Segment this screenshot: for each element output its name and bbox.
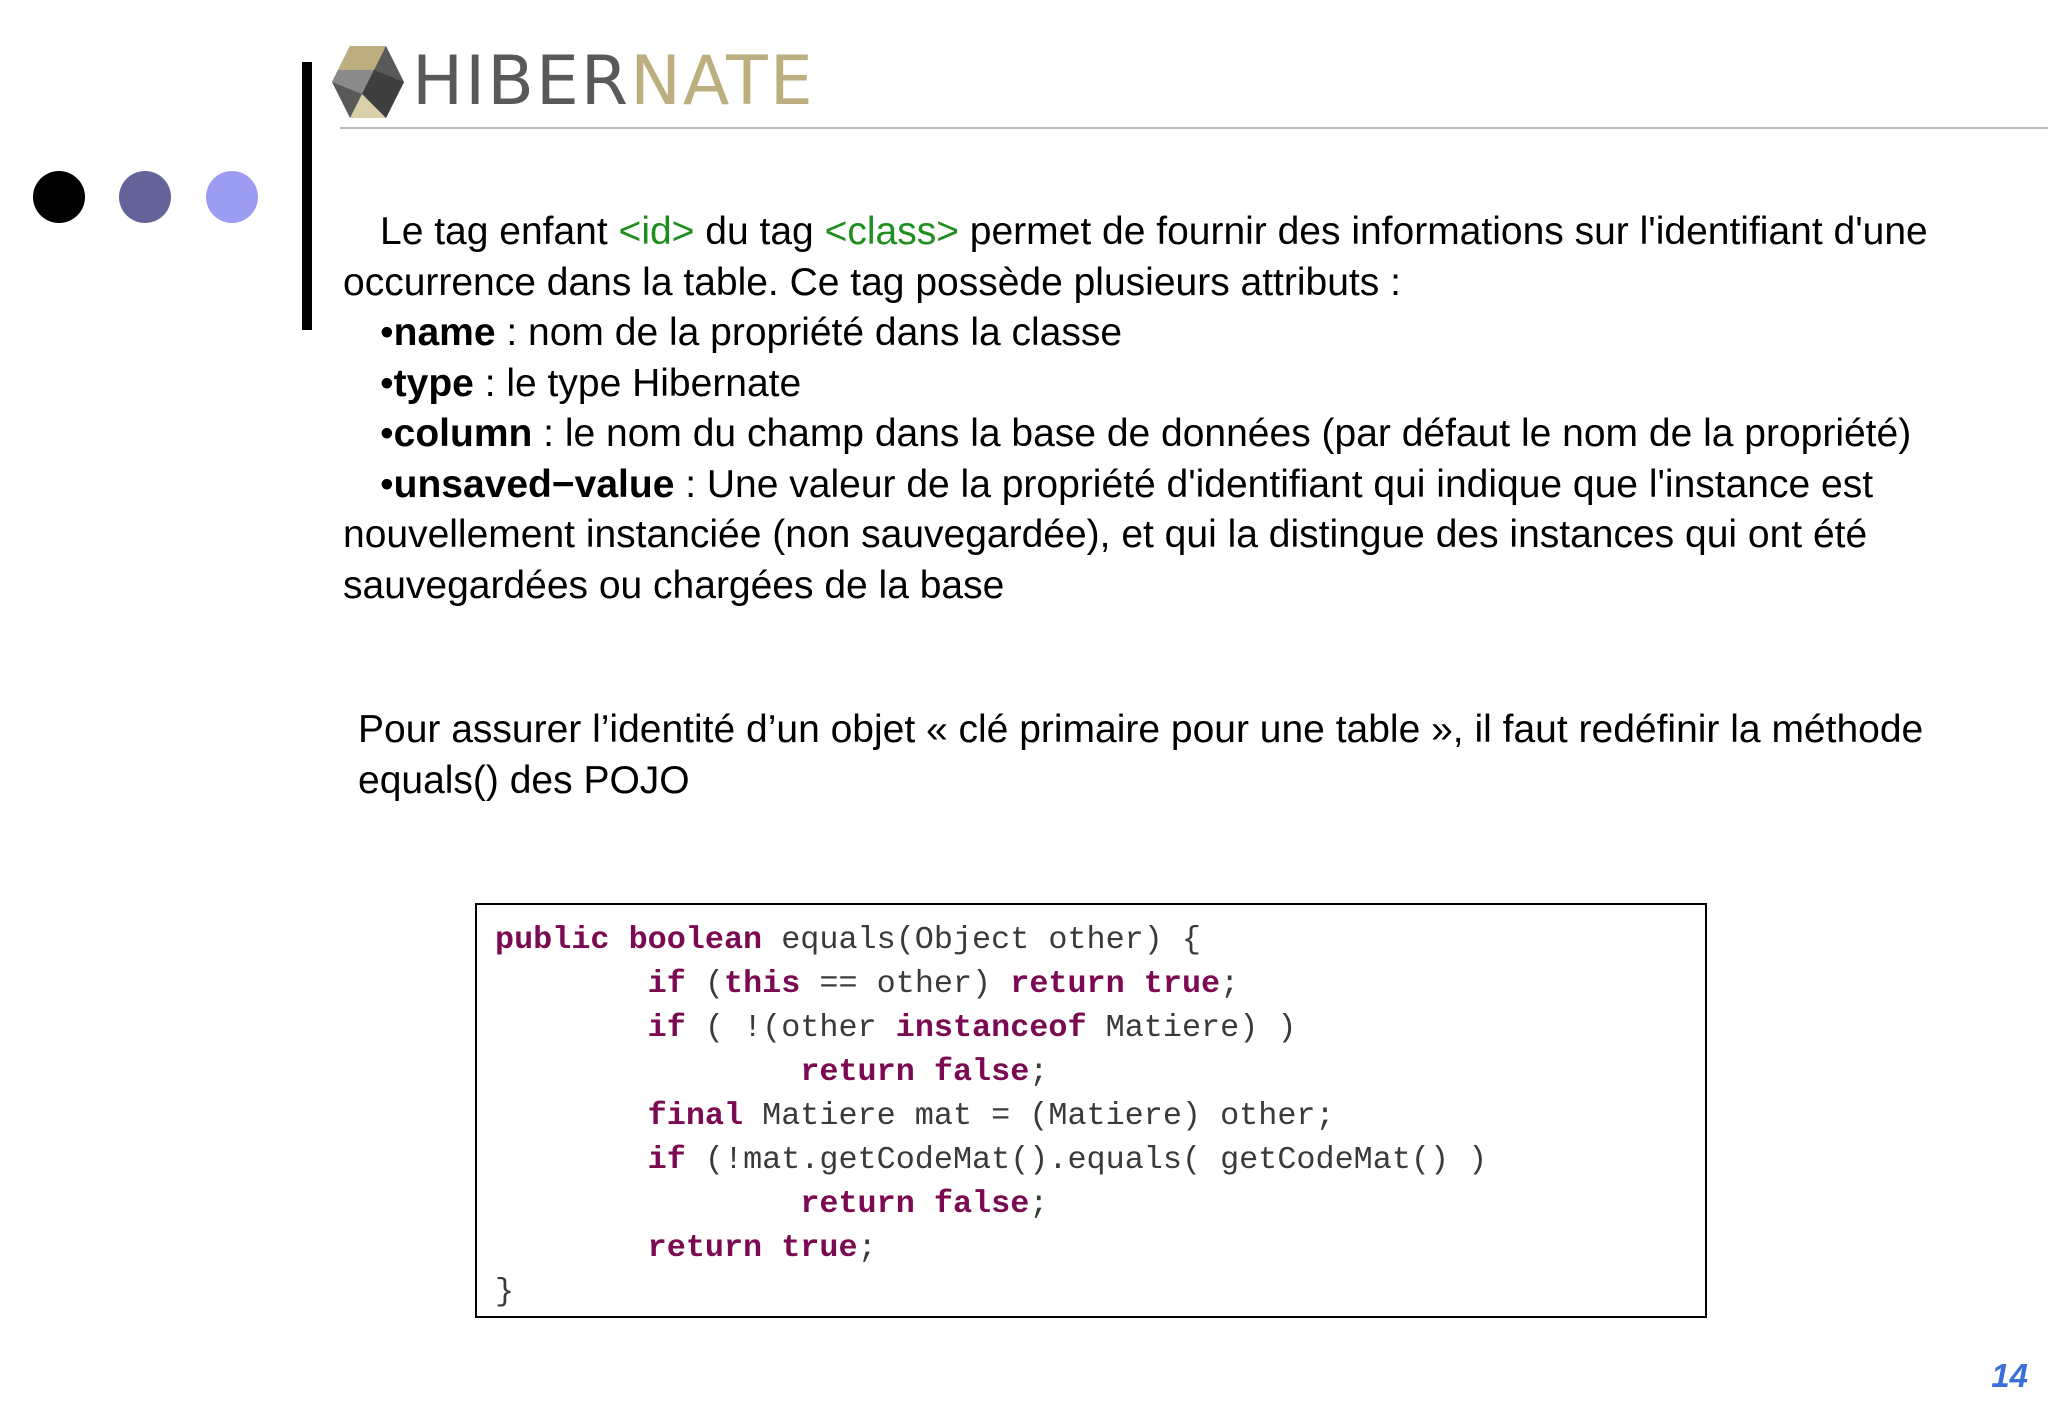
attribute-desc: : Une valeur de la propriété d'identifiant qui indique que l'instance est nouvellement instanciée (non sauvegardée), et qui la distingue des instances qui ont été sauvegardées ou chargées de la base <box>343 462 1874 607</box>
code-keyword: instanceof <box>895 1010 1087 1046</box>
header-rule <box>340 127 2048 129</box>
code-text: (!mat.getCodeMat().equals( getCodeMat() ) <box>685 1142 1488 1178</box>
hibernate-logo <box>330 34 815 130</box>
vertical-rule <box>302 62 312 330</box>
attribute-name: unsaved−value <box>393 462 675 506</box>
code-text: ( !(other <box>685 1010 896 1046</box>
code-keyword: if <box>647 1010 686 1046</box>
code-line <box>495 1270 1487 1314</box>
code-text: ( <box>685 966 724 1002</box>
code-keyword: return false <box>800 1054 1030 1090</box>
code-listing <box>495 918 1487 1314</box>
code-block <box>475 903 1707 1318</box>
pojo-paragraph: Pour assurer l’identité d’un objet « clé primaire pour une table », il faut redéfinir la méthode equals() des POJO <box>358 708 1924 802</box>
attribute-desc: : nom de la propriété dans la classe <box>495 311 1123 354</box>
code-text <box>495 1010 648 1046</box>
attribute-name: type <box>393 361 474 405</box>
code-text: equals(Object other) { <box>762 922 1202 958</box>
attribute-name: name <box>393 311 496 354</box>
code-line <box>495 1094 1487 1138</box>
logo-wordmark-nate: NATE <box>630 42 815 121</box>
code-text: == other) <box>800 966 1011 1002</box>
code-text: } <box>495 1274 515 1310</box>
code-text <box>495 1098 648 1134</box>
attribute-name: column <box>393 412 533 455</box>
logo-wordmark-hiber: HIBER <box>412 42 631 121</box>
attribute-item-name <box>343 308 2023 359</box>
code-line <box>495 1138 1487 1182</box>
logo-wordmark <box>412 42 815 121</box>
code-text: Matiere) ) <box>1086 1010 1297 1046</box>
hibernate-cube-logo-icon <box>330 42 406 122</box>
attribute-desc: : le nom du champ dans la base de données (par défaut le nom de la propriété) <box>532 412 1912 455</box>
code-keyword: this <box>724 966 801 1002</box>
attribute-item-column <box>343 409 2023 460</box>
code-keyword: return true <box>647 1230 858 1266</box>
code-line <box>495 962 1487 1006</box>
bullet-mark: • <box>380 462 394 506</box>
intro-text-2: du tag <box>694 210 825 253</box>
code-text <box>495 966 648 1002</box>
intro-paragraph <box>343 207 2023 308</box>
tag-id: <id> <box>618 210 695 253</box>
decor-dot-lavender <box>206 171 258 223</box>
decor-dot-black <box>33 171 85 223</box>
bullet-mark: • <box>380 311 394 354</box>
code-line <box>495 1050 1487 1094</box>
code-keyword: final <box>647 1098 744 1134</box>
attribute-item-unsaved-value <box>343 460 2023 612</box>
code-text: Matiere mat = (Matiere) other; <box>743 1098 1335 1134</box>
intro-text-3: permet de fournir des informations sur l'identifiant d'une occurrence dans la table. Ce tag possède plusieurs attributs : <box>343 210 1928 304</box>
decor-dot-slate <box>119 171 171 223</box>
code-keyword: return true <box>1010 966 1221 1002</box>
code-keyword: public boolean <box>495 922 763 958</box>
code-keyword: if <box>647 1142 686 1178</box>
slide-body <box>343 207 2023 611</box>
code-text: ; <box>1029 1186 1049 1222</box>
code-line <box>495 1226 1487 1270</box>
code-line <box>495 918 1487 962</box>
code-text <box>495 1230 648 1266</box>
code-text <box>495 1142 648 1178</box>
code-line <box>495 1182 1487 1226</box>
page-number: 14 <box>1991 1357 2028 1394</box>
attribute-item-type <box>343 359 2023 410</box>
code-keyword: return false <box>800 1186 1030 1222</box>
code-line <box>495 1006 1487 1050</box>
code-text: ; <box>1029 1054 1049 1090</box>
code-text <box>495 1054 800 1090</box>
code-text: ; <box>857 1230 877 1266</box>
intro-text-1: Le tag enfant <box>380 210 619 253</box>
code-text: ; <box>1220 966 1240 1002</box>
bullet-mark: • <box>380 361 394 405</box>
attribute-desc: : le type Hibernate <box>473 361 802 405</box>
tag-class: <class> <box>824 210 959 253</box>
code-text <box>495 1186 800 1222</box>
code-keyword: if <box>647 966 686 1002</box>
bullet-mark: • <box>380 412 394 455</box>
